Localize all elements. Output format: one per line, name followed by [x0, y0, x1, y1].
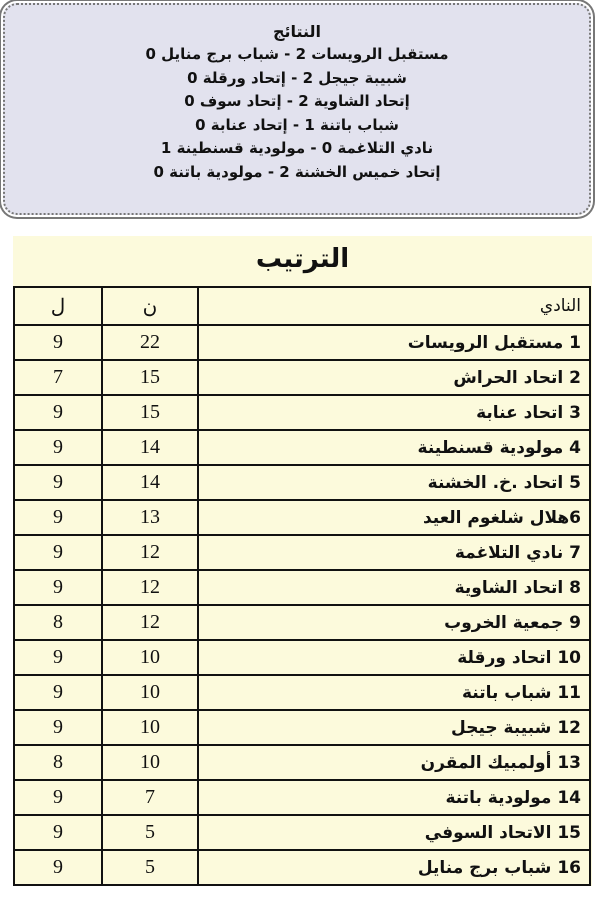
cell-club: 2 اتحاد الحراش [198, 360, 590, 395]
cell-club: 10 اتحاد ورقلة [198, 640, 590, 675]
result-line: شبيبة جيجل 2 - إتحاد ورقلة 0 [187, 68, 407, 87]
table-row [14, 570, 590, 605]
cell-points: 10 [102, 675, 198, 710]
cell-points: 10 [102, 745, 198, 780]
cell-points: 15 [102, 395, 198, 430]
cell-club: 5 اتحاد .خ. الخشنة [198, 465, 590, 500]
table-row [14, 535, 590, 570]
cell-played: 9 [14, 710, 102, 745]
cell-points: 12 [102, 605, 198, 640]
header-points: ن [102, 287, 198, 325]
table-row [14, 325, 590, 360]
result-line: نادي التلاغمة 0 - مولودية قسنطينة 1 [160, 139, 434, 157]
cell-club: 15 الاتحاد السوفي [198, 815, 590, 850]
cell-played: 8 [14, 745, 102, 780]
results-list [5, 43, 589, 184]
cell-points: 5 [102, 815, 198, 850]
cell-played: 9 [14, 675, 102, 710]
cell-points: 12 [102, 570, 198, 605]
cell-points: 5 [102, 850, 198, 885]
cell-played: 9 [14, 640, 102, 675]
cell-club: 4 مولودية قسنطينة [198, 430, 590, 465]
cell-points: 14 [102, 465, 198, 500]
cell-club: 1 مستقبل الرويسات [198, 325, 590, 360]
cell-played: 9 [14, 780, 102, 815]
table-row [14, 745, 590, 780]
table-row [14, 430, 590, 465]
ranking-section [13, 236, 592, 886]
results-box [3, 3, 591, 215]
table-row [14, 675, 590, 710]
cell-played: 9 [14, 815, 102, 850]
cell-played: 9 [14, 395, 102, 430]
table-row [14, 465, 590, 500]
results-title: النتائج [272, 22, 322, 41]
cell-points: 10 [102, 640, 198, 675]
cell-played: 9 [14, 325, 102, 360]
table-row [14, 850, 590, 885]
cell-club: 12 شبيبة جيجل [198, 710, 590, 745]
cell-played: 9 [14, 465, 102, 500]
cell-points: 10 [102, 710, 198, 745]
result-line: إتحاد خميس الخشنة 2 - مولودية باتنة 0 [153, 162, 441, 181]
table-row [14, 500, 590, 535]
cell-club: 6هلال شلغوم العيد [198, 500, 590, 535]
table-row [14, 360, 590, 395]
cell-club: 9 جمعية الخروب [198, 605, 590, 640]
table-row [14, 640, 590, 675]
cell-club: 7 نادي التلاغمة [198, 535, 590, 570]
cell-points: 14 [102, 430, 198, 465]
table-row [14, 605, 590, 640]
cell-club: 3 اتحاد عنابة [198, 395, 590, 430]
table-row [14, 815, 590, 850]
result-line: مستقبل الرويسات 2 - شباب برج منايل 0 [145, 45, 449, 63]
cell-points: 7 [102, 780, 198, 815]
cell-played: 7 [14, 360, 102, 395]
header-played: ل [14, 287, 102, 325]
table-row [14, 395, 590, 430]
table-row [14, 780, 590, 815]
cell-points: 22 [102, 325, 198, 360]
cell-club: 14 مولودية باتنة [198, 780, 590, 815]
table-row [14, 710, 590, 745]
table-header-row [14, 287, 590, 325]
result-line: إتحاد الشاوية 2 - إتحاد سوف 0 [184, 92, 410, 110]
cell-played: 9 [14, 430, 102, 465]
cell-played: 9 [14, 570, 102, 605]
ranking-title: الترتيب [255, 244, 350, 274]
cell-club: 16 شباب برج منايل [198, 850, 590, 885]
cell-played: 8 [14, 605, 102, 640]
cell-club: 8 اتحاد الشاوية [198, 570, 590, 605]
cell-club: 11 شباب باتنة [198, 675, 590, 710]
cell-played: 9 [14, 535, 102, 570]
header-club: النادي [198, 287, 590, 325]
cell-played: 9 [14, 850, 102, 885]
cell-points: 13 [102, 500, 198, 535]
cell-played: 9 [14, 500, 102, 535]
cell-points: 15 [102, 360, 198, 395]
ranking-table [13, 286, 591, 886]
cell-club: 13 أولمبيك المقرن [198, 745, 590, 780]
result-line: شباب باتنة 1 - إتحاد عنابة 0 [195, 115, 399, 134]
cell-points: 12 [102, 535, 198, 570]
